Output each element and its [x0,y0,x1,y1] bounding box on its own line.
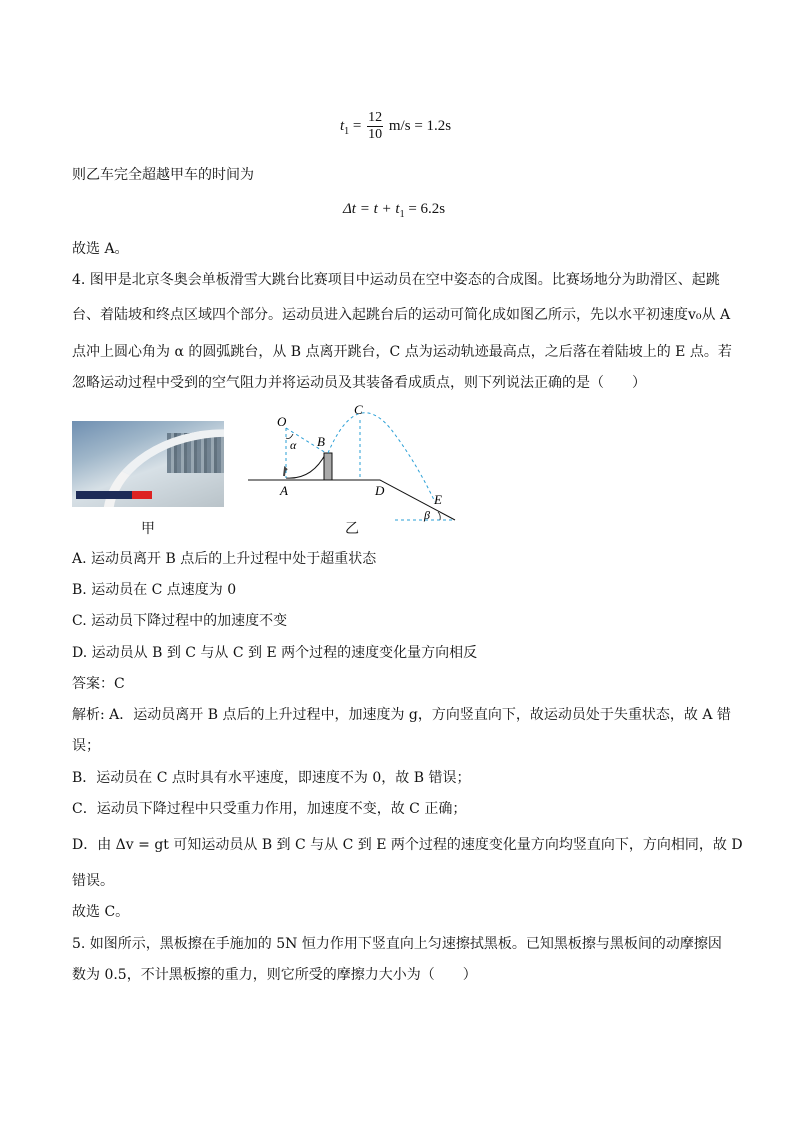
q4-stem-line1: 4. 图甲是北京冬奥会单板滑雪大跳台比赛项目中运动员在空中姿态的合成图。比赛场地分为助滑区、起跳 [72,272,720,288]
label-E: E [434,492,442,507]
solution-choice: 故选 A。 [72,241,129,257]
answer: 答案：C [72,676,125,692]
landing-slope [380,480,455,520]
figure-yi-caption: 乙 [345,521,359,537]
q4-choice: 故选 C。 [72,904,130,920]
explanation-a: 解析: A．运动员离开 B 点后的上升过程中，加速度为 g，方向竖直向下，故运动员处于失重状态，故 A 错 [72,707,731,723]
photo-scoreboard-flag [132,491,152,499]
label-D: D [375,483,385,498]
ramp-arc [286,453,326,478]
solution-text: 则乙车完全超越甲车的时间为 [72,167,254,183]
option-c: C. 运动员下降过程中的加速度不变 [72,613,288,629]
equation-delta-t: $\Delta t = t + t_1 = 6.2s$ [343,201,446,220]
q4-stem-line2: 台、着陆坡和终点区域四个部分。运动员进入起跳台后的运动可简化成如图乙所示，先以水平初速度v₀从 A [72,307,731,323]
label-A: A [280,483,288,498]
q5-stem-line2: 数为 0.5，不计黑板擦的重力，则它所受的摩擦力大小为（ ） [72,967,477,983]
explanation-c: C．运动员下降过程中只受重力作用，加速度不变，故 C 正确； [72,801,467,817]
explanation-a-cont: 误； [72,738,100,754]
beta-arc [438,512,440,520]
skier-icon [284,468,287,476]
explanation-d-cont: 错误。 [72,873,114,889]
label-alpha: α [290,438,297,452]
photo-scoreboard [76,491,132,499]
label-beta: β [424,508,430,522]
figure-jia-caption: 甲 [141,521,155,537]
q4-stem-line3: 点冲上圆心角为 α 的圆弧跳台，从 B 点离开跳台，C 点为运动轨迹最高点，之后落在着陆坡上的 E 点。若 [72,344,732,360]
label-O: O [277,414,287,429]
q5-stem-line1: 5. 如图所示，黑板擦在手施加的 5N 恒力作用下竖直向上匀速擦拭黑板。已知黑板擦与黑板间的动摩擦因 [72,936,722,952]
option-a: A. 运动员离开 B 点后的上升过程中处于超重状态 [72,551,377,567]
option-b: B. 运动员在 C 点速度为 0 [72,582,237,598]
explanation-d: D．由 Δv = gt 可知运动员从 B 到 C 与从 C 到 E 两个过程的速度变化量方向均竖直向下，方向相同，故 D [72,837,743,853]
ramp-block [324,453,332,480]
label-C: C [354,402,363,417]
explanation-b: B．运动员在 C 点时具有水平速度，即速度不为 0，故 B 错误； [72,770,471,786]
figure-jia-photo [72,421,224,507]
option-d: D. 运动员从 B 到 C 与从 C 到 E 两个过程的速度变化量方向相反 [72,645,478,661]
label-B: B [317,434,325,449]
figure-yi-diagram [240,398,470,530]
q4-stem-line4: 忽略运动过程中受到的空气阻力并将运动员及其装备看成质点，则下列说法正确的是（ ） [72,375,646,391]
equation-t1: $t_1$ = $\frac{12}{10}$ m/s = 1.2s [340,110,452,142]
